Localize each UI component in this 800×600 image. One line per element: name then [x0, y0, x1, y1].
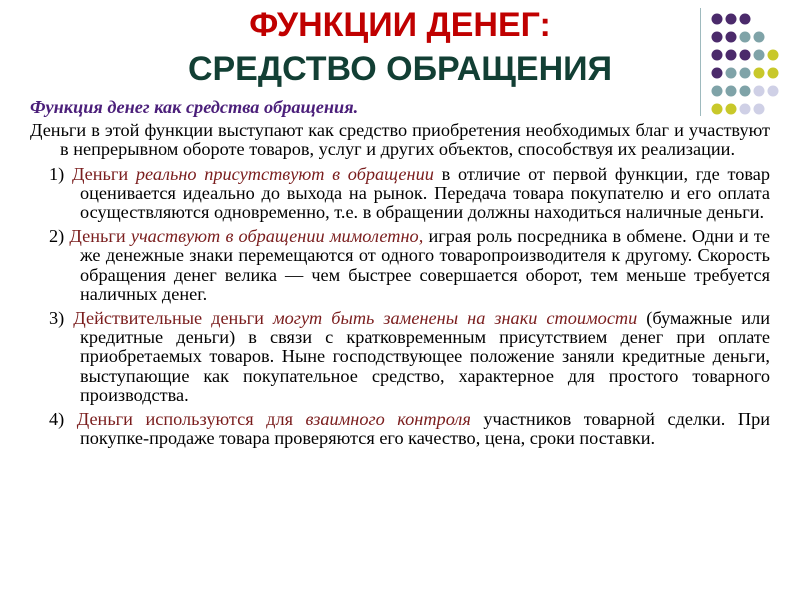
slide-title-line-1: ФУНКЦИИ ДЕНЕГ: [249, 6, 551, 44]
item-accent: Деньги [69, 226, 126, 247]
item-number: 2) [49, 226, 65, 247]
item-accent: Деньги [71, 163, 129, 184]
item-text: в отличие от первой функции, где товар оценивается идеально до выхода на рынок. Передача товара покупателю и его оплата осуществляются одновременно, т.е. в обращении должны находиться наличные деньги. [80, 163, 770, 223]
intro-paragraph: Деньги в этой функции выступают как средство приобретения необходимых благ и участвуют в непрерывном обороте товаров, услуг и других объектов, способствуя их реализации. [30, 120, 770, 160]
item-number: 1) [49, 163, 65, 184]
list-item-2 [30, 227, 770, 304]
item-emphasis: взаимного контроля [305, 409, 471, 430]
item-text: (бумажные или кредитные деньги) в связи с кратковременным присутствием денег при оплате приобретаемых товаров. Ныне господствующее положение заняли кредитные деньги, выступающие как покупательное средство, характерное для простого товарного производства. [80, 308, 770, 405]
list-item-4 [30, 410, 770, 448]
list-item-3 [30, 309, 770, 405]
item-text: играя роль посредника в обмене. Одни и те же денежные знаки перемещаются от одного товаропроизводителя к другому. Скорость обращения денег велика — чем быстрее совершается оборот, тем меньше требуется наличных денег. [80, 226, 770, 304]
item-emphasis: реально присутствуют в обращении [135, 163, 434, 184]
section-subtitle: Функция денег как средства обращения. [30, 97, 359, 117]
item-number: 4) [49, 409, 65, 430]
item-text: участников товарной сделки. При покупке-продаже товара проверяются его качество, цена, сроки поставки. [80, 409, 771, 449]
slide-body [30, 98, 770, 453]
list-item-1 [30, 165, 770, 223]
item-accent: Действительные деньги [73, 308, 264, 329]
item-emphasis: участвуют в обращении мимолетно, [130, 226, 424, 247]
slide-title-line-2: СРЕДСТВО ОБРАЩЕНИЯ [187, 50, 613, 88]
item-accent: Деньги используются для [76, 409, 293, 430]
item-number: 3) [49, 308, 65, 329]
item-emphasis: могут быть заменены на знаки стоимости [273, 308, 638, 329]
